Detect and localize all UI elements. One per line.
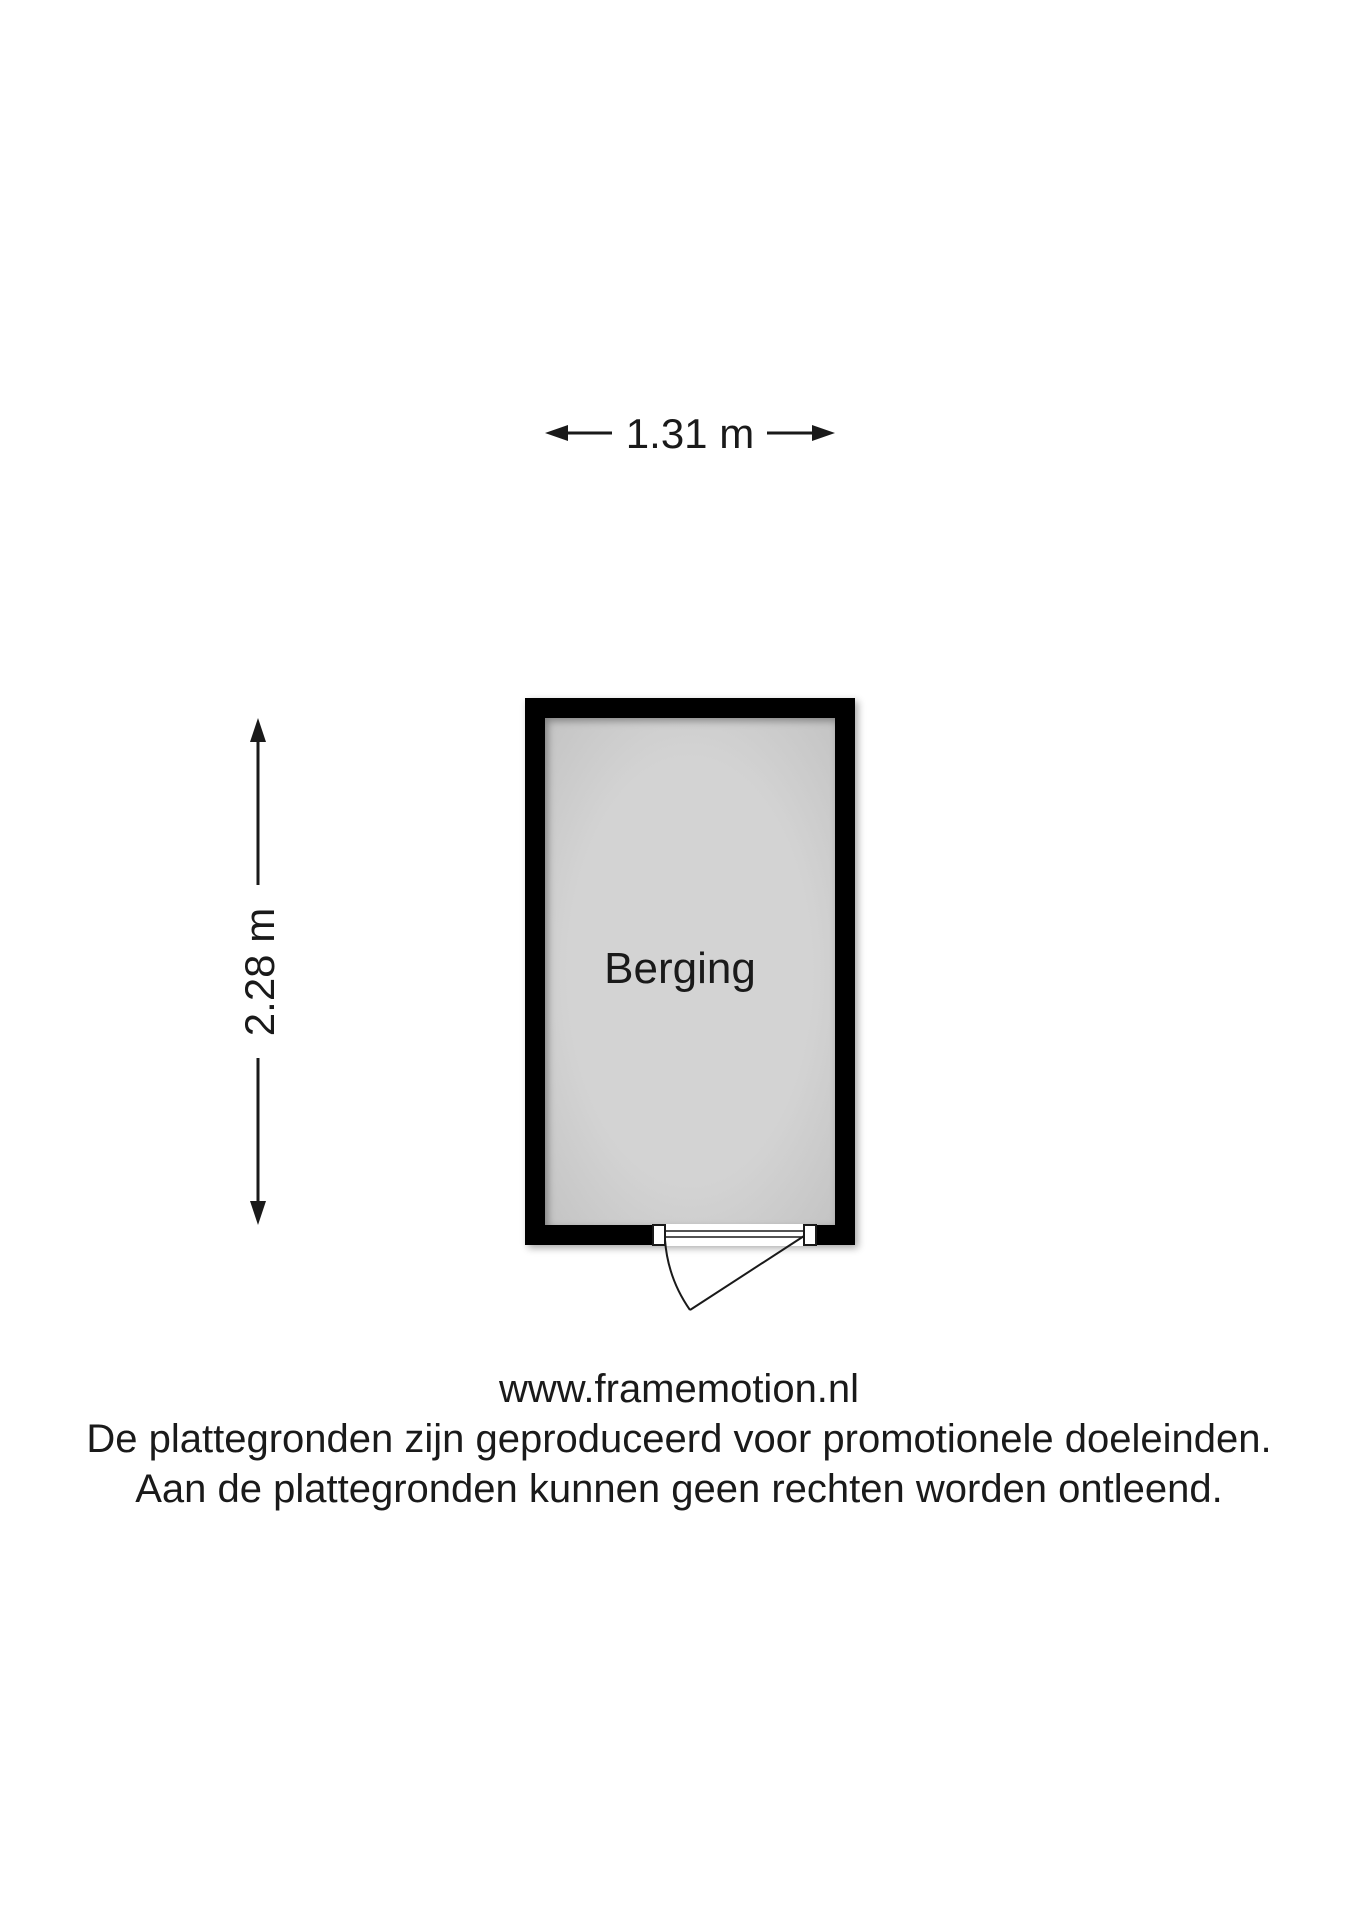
- door-leaf: [690, 1236, 804, 1310]
- footer-url: www.framemotion.nl: [498, 1367, 860, 1411]
- door-jamb-left: [653, 1225, 665, 1245]
- door-opening: [653, 1224, 816, 1246]
- arrow-right-icon: [812, 425, 835, 441]
- height-dimension-label: 2.28 m: [236, 907, 283, 1037]
- arrow-left-icon: [545, 425, 568, 441]
- width-dimension-label: 1.31 m: [625, 410, 755, 457]
- arrow-up-icon: [250, 718, 266, 742]
- footer-disclaimer-line1: De plattegronden zijn geproduceerd voor promotionele doeleinden.: [86, 1417, 1272, 1461]
- room-label: Berging: [604, 944, 756, 993]
- room-berging: [525, 698, 855, 1310]
- arrow-down-icon: [250, 1201, 266, 1225]
- height-dimension: [236, 718, 283, 1225]
- width-dimension: [545, 410, 835, 457]
- door-jamb-right: [804, 1225, 816, 1245]
- footer-disclaimer-line2: Aan de plattegronden kunnen geen rechten worden ontleend.: [135, 1467, 1223, 1511]
- door-swing-arc: [665, 1240, 690, 1310]
